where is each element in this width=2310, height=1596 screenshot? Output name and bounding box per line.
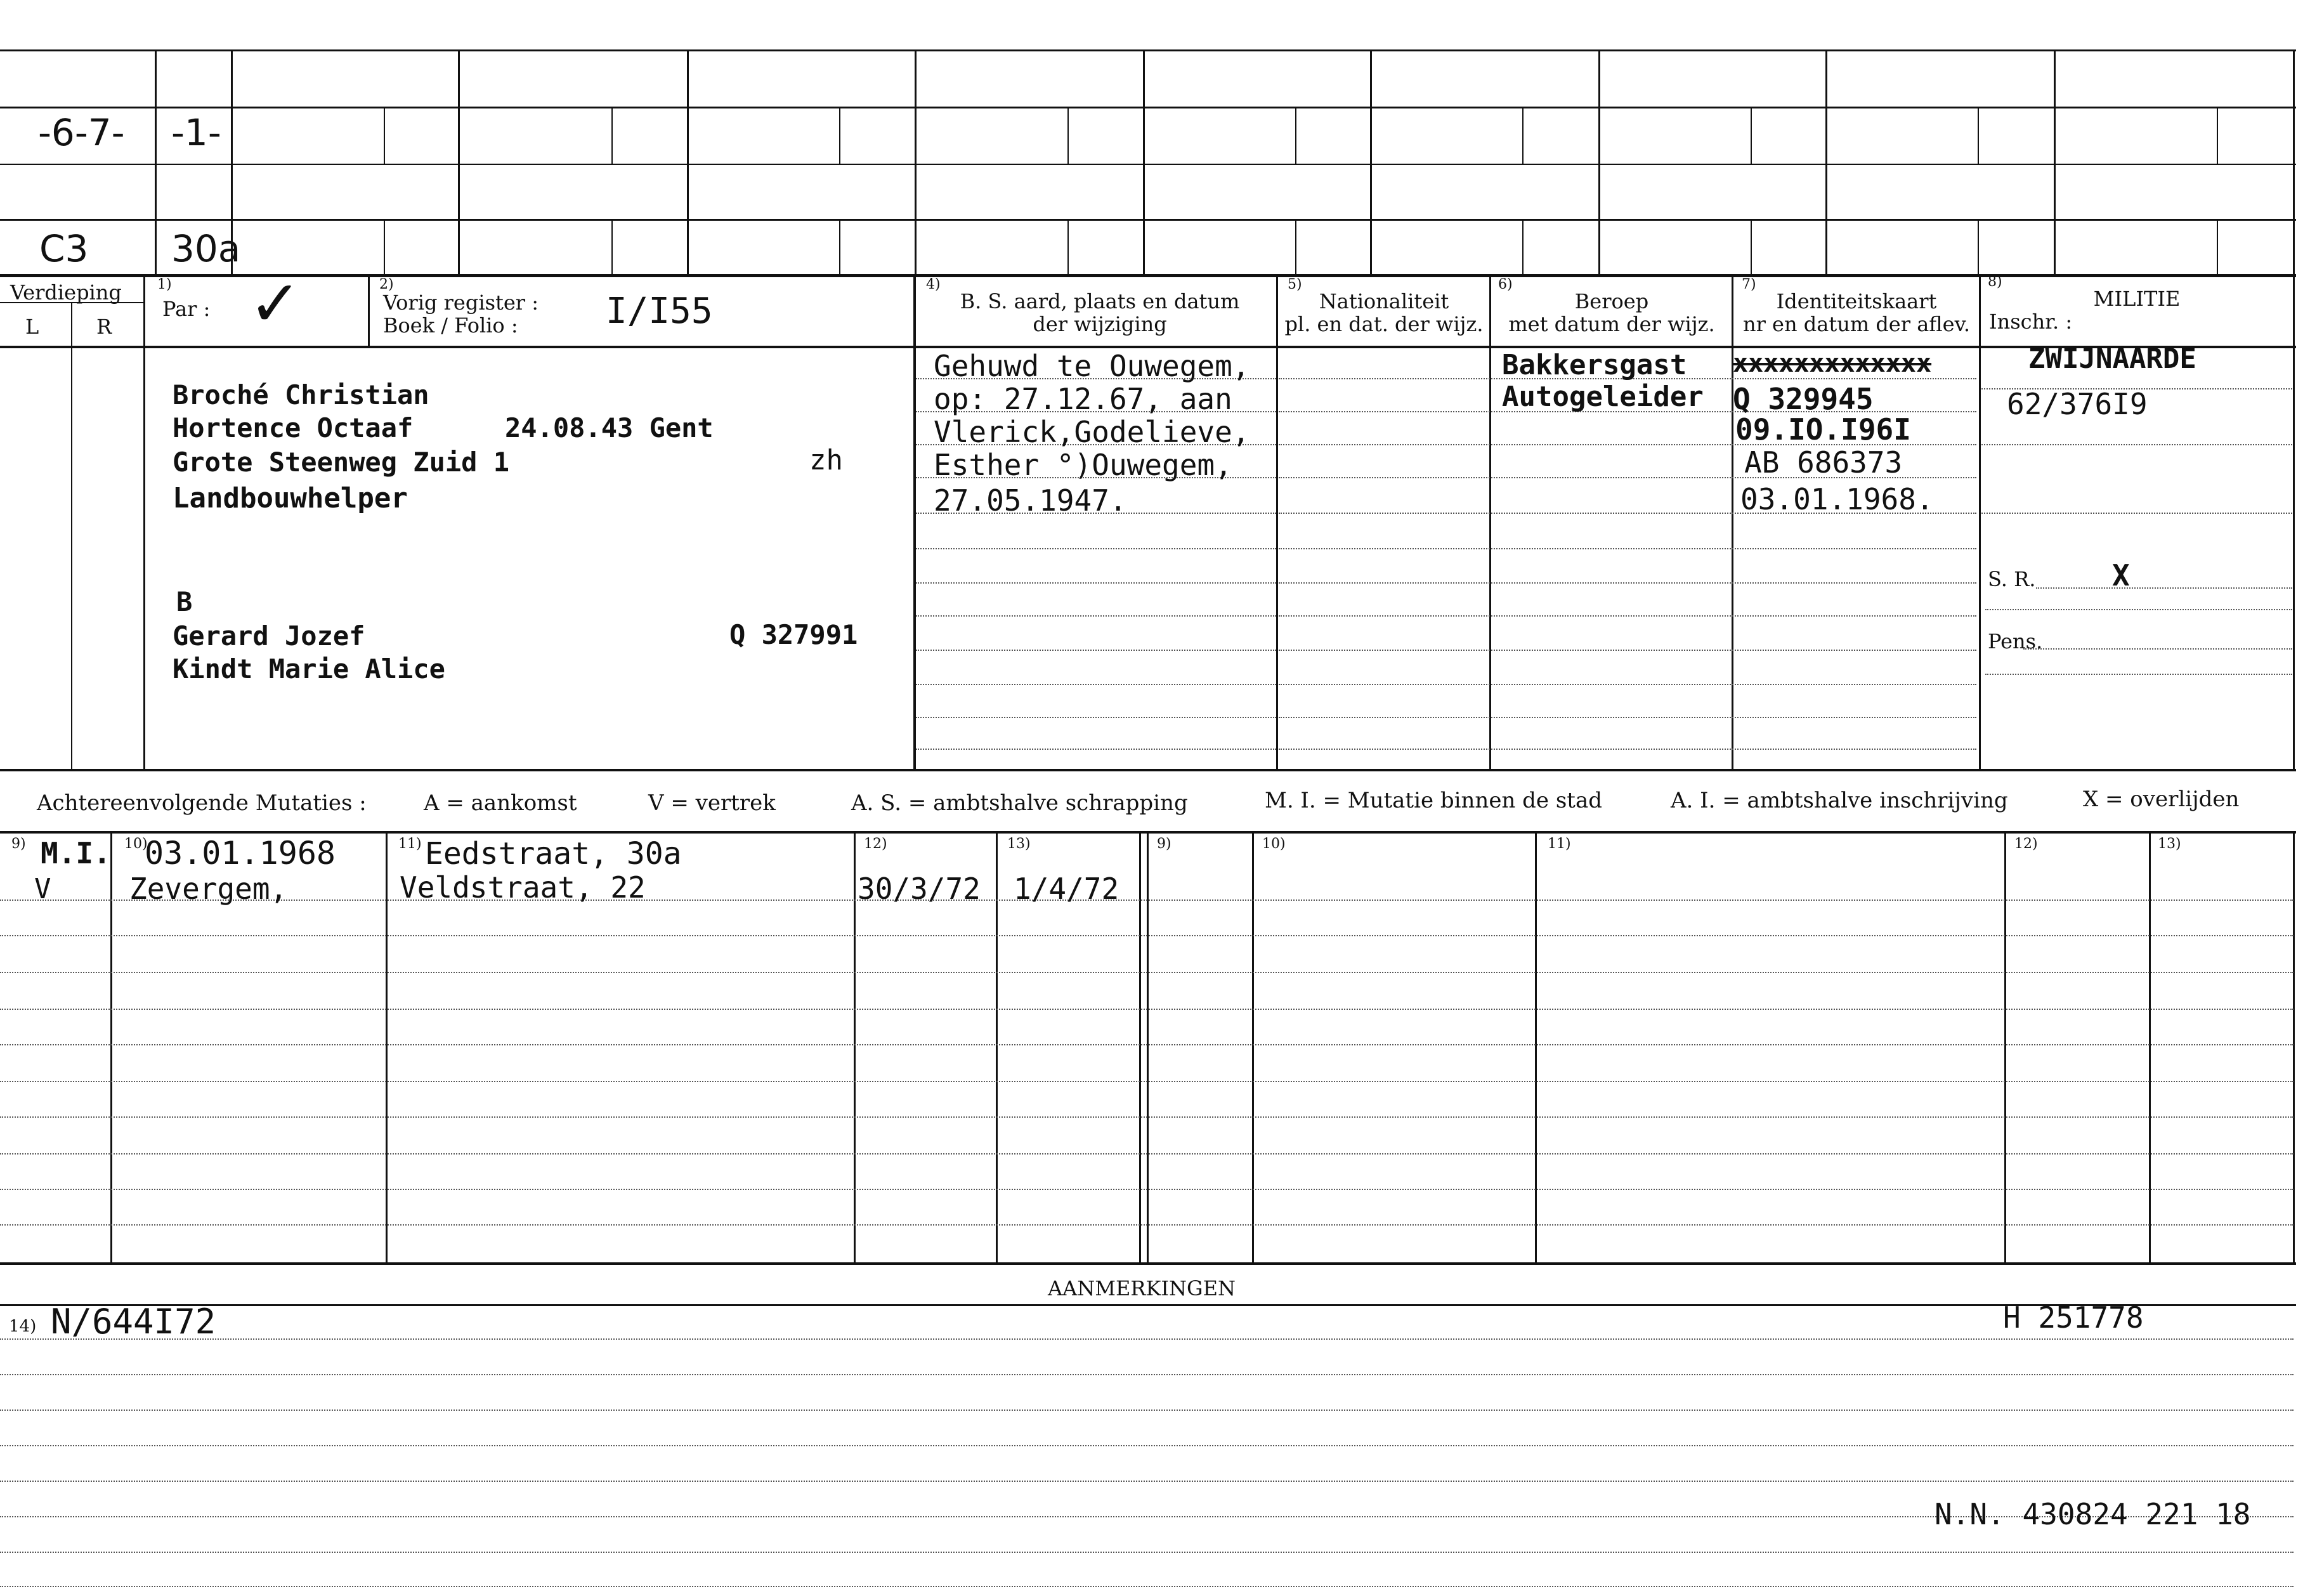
beroep-header-line1: Beroep — [1574, 289, 1649, 313]
mutation-date-12: 30/3/72 — [858, 872, 981, 906]
person-mother: Kindt Marie Alice — [173, 653, 445, 684]
nationaliteit-header-line1: Nationaliteit — [1319, 289, 1449, 313]
legend-as: A. S. = ambtshalve schrapping — [851, 790, 1188, 816]
field-number: 12) — [2014, 836, 2038, 852]
civil-status-line: Esther °)Ouwegem, — [934, 448, 1232, 482]
legend-a: A = aankomst — [424, 790, 577, 816]
grid-line — [0, 219, 2296, 221]
legend-ai: A. I. = ambtshalve inschrijving — [1671, 788, 2008, 813]
mutation-date: 03.01.1968 — [145, 835, 336, 872]
civil-status-line: op: 27.12.67, aan — [934, 382, 1232, 416]
top-grid-sector: C3 — [39, 227, 89, 270]
person-occupation: Landbouwhelper — [173, 482, 408, 514]
field-number: 9) — [11, 836, 26, 852]
legend-v: V = vertrek — [648, 790, 776, 816]
top-grid-house: 30a — [171, 227, 241, 270]
vorig-register-label: Vorig register : — [383, 291, 539, 315]
field-number: 13) — [2158, 836, 2181, 852]
person-b: B — [176, 586, 193, 617]
nationaliteit-header-line2: pl. en dat. der wijz. — [1284, 312, 1484, 336]
remarks-title: AANMERKINGEN — [1048, 1276, 1236, 1300]
remarks-title-border — [0, 1304, 2296, 1306]
legend-mi: M. I. = Mutatie binnen de stad — [1265, 788, 1602, 813]
grid-line — [0, 164, 2296, 165]
header-bottom-border — [0, 346, 2296, 348]
inschr-label: Inschr. : — [1989, 310, 2073, 334]
par-label: Par : — [162, 297, 211, 321]
bs-header-line2: der wijziging — [1033, 312, 1167, 336]
field-number: 7) — [1742, 277, 1756, 292]
person-given-names: Hortence Octaaf — [173, 412, 414, 443]
field-number: 13) — [1007, 836, 1031, 852]
vorig-register-value: I/I55 — [606, 291, 713, 332]
l-label: L — [25, 315, 39, 339]
national-number: N.N. 430824 221 18 — [1935, 1497, 2251, 1531]
header-top-border — [0, 274, 2296, 277]
identity-struck: xxxxxxxxxxxxx — [1733, 349, 1932, 378]
bs-header-line1: B. S. aard, plaats en datum — [960, 289, 1240, 313]
person-father: Gerard Jozef — [173, 620, 365, 651]
person-name: Broché Christian — [173, 379, 429, 410]
identity-number: AB 686373 — [1744, 445, 1903, 480]
civil-status-line: 27.05.1947. — [934, 483, 1127, 518]
grid-line — [0, 107, 2296, 108]
mutation-date-13: 1/4/72 — [1014, 872, 1119, 906]
field-number: 12) — [864, 836, 887, 852]
militie-place: ZWIJNAARDE — [2028, 343, 2196, 375]
beroep-header-line2: met datum der wijz. — [1508, 312, 1715, 336]
r-label: R — [96, 315, 112, 339]
beroep-value: Bakkersgast — [1502, 349, 1687, 381]
sr-label: S. R. — [1988, 567, 2036, 591]
mutation-address: Veldstraat, 22 — [400, 870, 646, 905]
field-number: 2) — [379, 277, 394, 292]
person-birth: 24.08.43 Gent — [505, 412, 714, 443]
main-body-bottom — [0, 769, 2296, 771]
person-mark: zh — [809, 444, 843, 476]
militie-header: MILITIE — [2093, 287, 2181, 311]
mutation-address: Eedstraat, 30a — [425, 836, 682, 872]
par-checkmark: ✓ — [249, 266, 302, 341]
beroep-value: Autogeleider — [1502, 381, 1704, 413]
legend-x: X = overlijden — [2083, 787, 2240, 812]
field-number: 10) — [1262, 836, 1286, 852]
verdieping-label: Verdieping — [10, 280, 122, 304]
person-q-number: Q 327991 — [729, 619, 858, 650]
civil-status-line: Vlerick,Godelieve, — [934, 415, 1250, 449]
field-number: 14) — [9, 1317, 37, 1336]
boek-folio-label: Boek / Folio : — [383, 313, 518, 337]
identiteitskaart-header-line2: nr en datum der aflev. — [1742, 312, 1971, 336]
remarks-reference: N/644I72 — [51, 1302, 216, 1342]
top-grid-number: -6-7- — [38, 111, 125, 154]
field-number: 11) — [1548, 836, 1571, 852]
mutation-place: Zevergem, — [129, 872, 288, 906]
sr-mark: X — [2112, 558, 2130, 592]
mutation-code: V — [34, 873, 51, 905]
remarks-h-number: H 251778 — [2003, 1300, 2144, 1335]
identity-date: 03.01.1968. — [1740, 482, 1934, 516]
militie-number: 62/376I9 — [2007, 387, 2148, 421]
person-address: Grote Steenweg Zuid 1 — [173, 447, 510, 478]
field-number: 8) — [1988, 274, 2002, 290]
field-number: 6) — [1498, 277, 1513, 292]
identiteitskaart-header-line1: Identiteitskaart — [1776, 289, 1937, 313]
civil-status-line: Gehuwd te Ouwegem, — [934, 349, 1250, 383]
legend-title: Achtereenvolgende Mutaties : — [37, 790, 367, 816]
field-number: 11) — [398, 836, 422, 852]
field-number: 10) — [124, 836, 148, 852]
field-number: 4) — [926, 277, 941, 292]
identity-date: 09.IO.I96I — [1735, 412, 1911, 447]
pens-label: Pens. — [1988, 629, 2043, 653]
field-number: 1) — [157, 277, 172, 292]
field-number: 5) — [1288, 277, 1302, 292]
field-number: 9) — [1157, 836, 1171, 852]
identity-number: Q 329945 — [1733, 382, 1874, 416]
top-border — [0, 49, 2296, 51]
mutation-code: M.I. — [41, 836, 111, 870]
top-grid-number: -1- — [171, 111, 221, 154]
